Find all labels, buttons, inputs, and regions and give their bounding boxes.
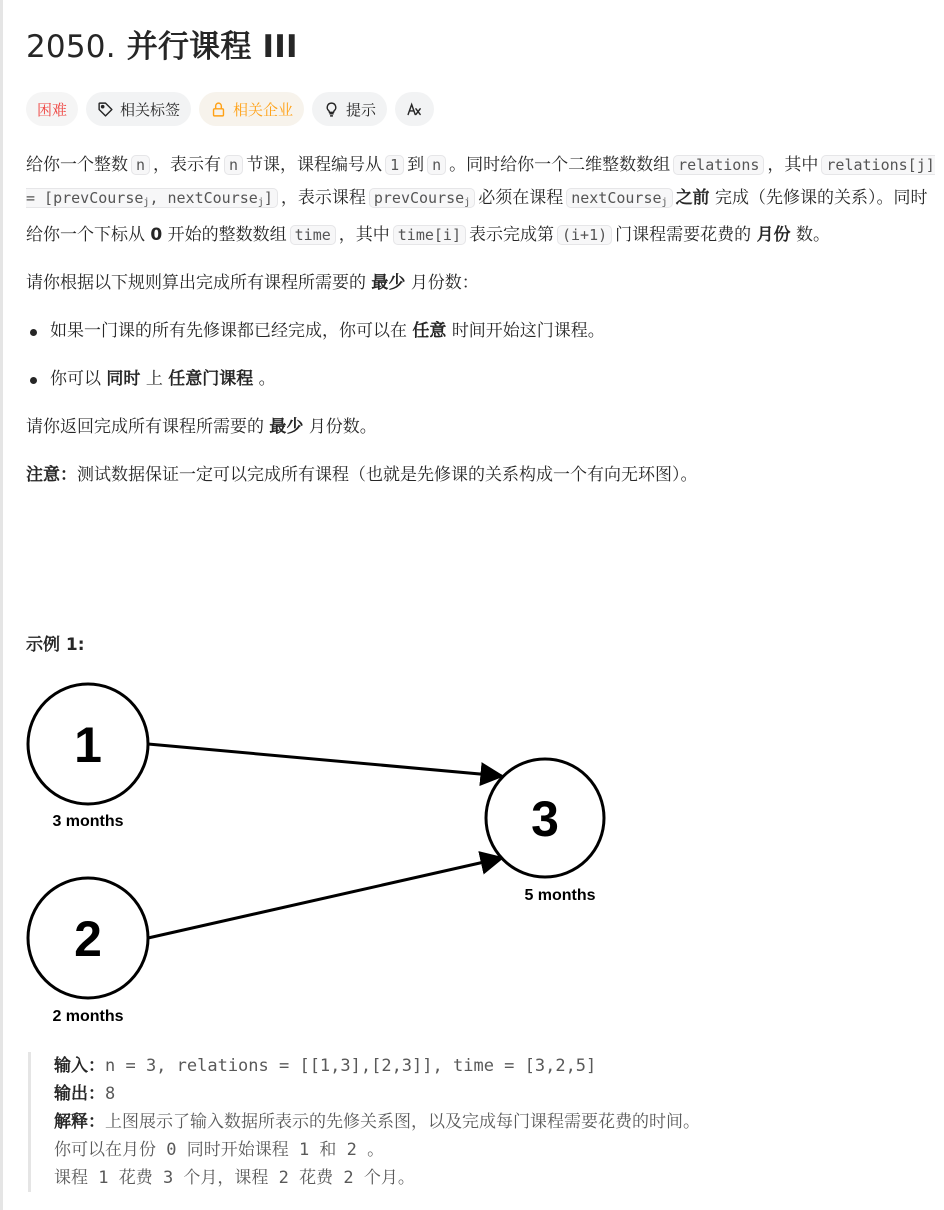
node-2 xyxy=(28,878,148,1025)
example-io-block xyxy=(28,1052,908,1192)
code-prev-course xyxy=(369,188,475,208)
example-output-line xyxy=(54,1080,908,1108)
bold-text: 任意 xyxy=(412,321,447,341)
hint-label: 提示 xyxy=(346,100,377,119)
note-paragraph xyxy=(26,459,938,492)
text: 表示完成第 xyxy=(469,225,554,245)
bold-text: 之前 xyxy=(675,188,710,208)
problem-number: 2050. xyxy=(26,29,116,65)
subscript: j xyxy=(464,197,471,208)
explain-text: 课程 1 花费 3 个月，课程 2 花费 2 个月。 xyxy=(54,1168,415,1188)
example-diagram xyxy=(20,676,620,1036)
note-text: 测试数据保证一定可以完成所有课程（也就是先修课的关系构成一个有向无环图）。 xyxy=(77,465,698,485)
code-text: prevCourse xyxy=(373,189,465,207)
node-3-id: 3 xyxy=(531,791,559,847)
bold-text: 同时 xyxy=(106,369,141,389)
node-1-label: 3 months xyxy=(52,813,124,830)
example-input-line xyxy=(54,1052,908,1080)
text: 。同时给你一个二维整数数组 xyxy=(449,155,671,175)
problem-content xyxy=(26,0,938,492)
text: 必须在课程 xyxy=(478,188,564,208)
translate-icon xyxy=(406,101,423,118)
explain-text: 你可以在月份 0 同时开始课程 1 和 2 。 xyxy=(54,1140,385,1160)
text: ，表示课程 xyxy=(280,188,366,208)
node-2-id: 2 xyxy=(74,911,102,967)
topics-tag-button[interactable] xyxy=(86,92,191,126)
text: 。 xyxy=(258,369,276,389)
code-n: n xyxy=(131,155,150,175)
node-3-label: 5 months xyxy=(524,887,596,904)
hint-button[interactable] xyxy=(312,92,387,126)
edge-2-3 xyxy=(148,858,502,938)
explain-text: 上图展示了输入数据所表示的先修关系图，以及完成每门课程需要花费的时间。 xyxy=(105,1112,700,1132)
text: 节课，课程编号从 xyxy=(246,155,383,175)
difficulty-badge xyxy=(26,92,78,126)
text: 请你根据以下规则算出完成所有课程所需要的 xyxy=(26,273,366,293)
spacer xyxy=(26,252,938,267)
node-1 xyxy=(28,684,148,830)
code-relations: relations xyxy=(673,155,764,175)
text: 月份数： xyxy=(410,273,479,293)
text: 请你返回完成所有课程所需要的 xyxy=(26,417,264,437)
list-item xyxy=(26,315,938,348)
bold-text: 任意门课程 xyxy=(168,369,254,389)
topics-label: 相关标签 xyxy=(120,100,181,119)
input-label: 输入： xyxy=(54,1056,105,1076)
code-n: n xyxy=(427,155,446,175)
text: ，其中 xyxy=(767,155,819,175)
subscript: j xyxy=(661,197,668,208)
translate-button[interactable] xyxy=(395,92,434,126)
code-text: ] xyxy=(263,189,273,207)
problem-title xyxy=(26,28,938,66)
lock-icon xyxy=(210,101,227,118)
companies-tag-button[interactable] xyxy=(199,92,304,126)
lightbulb-icon xyxy=(323,101,340,118)
edge-1-3 xyxy=(148,744,502,776)
tag-icon xyxy=(97,101,114,118)
spacer xyxy=(26,396,938,411)
node-3 xyxy=(486,759,604,904)
bold-text: 最少 xyxy=(269,417,304,437)
explain-label: 解释： xyxy=(54,1112,105,1132)
output-label: 输出： xyxy=(54,1084,105,1104)
spacer xyxy=(26,444,938,459)
text: 如果一门课的所有先修课都已经完成，你可以在 xyxy=(50,321,407,341)
text: 数。 xyxy=(795,225,830,245)
output-value: 8 xyxy=(105,1084,116,1104)
code-text: nextCourse xyxy=(571,189,662,207)
subscript: j xyxy=(143,197,150,208)
example-explain-line xyxy=(54,1108,908,1136)
code-text: , nextCourse xyxy=(149,189,258,207)
example-title: 示例 1: xyxy=(26,635,85,655)
companies-label: 相关企业 xyxy=(233,100,294,119)
difficulty-label: 困难 xyxy=(37,100,68,119)
text: 门课程需要花费的 xyxy=(615,225,752,245)
left-divider[interactable] xyxy=(0,0,3,1210)
problem-name: 并行课程 III xyxy=(126,29,298,65)
code-i-plus-1: (i+1) xyxy=(557,225,612,245)
text: 给你一个整数 xyxy=(26,155,128,175)
text: 上 xyxy=(145,369,163,389)
text: 你可以 xyxy=(50,369,101,389)
tag-bar xyxy=(26,91,938,127)
description-paragraph-3 xyxy=(26,411,938,444)
code-time-i: time[i] xyxy=(393,225,466,245)
text: 时间开始这门课程。 xyxy=(451,321,605,341)
code-time: time xyxy=(290,225,336,245)
subscript: j xyxy=(257,197,264,208)
text: 月份数。 xyxy=(308,417,377,437)
text: 到 xyxy=(407,155,425,175)
input-value: n = 3, relations = [[1,3],[2,3]], time = [3,2,5] xyxy=(105,1056,597,1076)
node-2-label: 2 months xyxy=(52,1008,124,1025)
text: 开始的整数数组 xyxy=(167,225,287,245)
text: 完成（先修课的关系）。同时给你一个下标从 xyxy=(26,188,928,245)
bold-text: 0 xyxy=(150,225,163,245)
rules-list xyxy=(26,315,938,396)
description-paragraph-1 xyxy=(26,149,938,252)
note-label: 注意： xyxy=(26,465,77,485)
bold-text: 最少 xyxy=(371,273,406,293)
list-item xyxy=(26,363,938,396)
bold-text: 月份 xyxy=(756,225,791,245)
text: ，其中 xyxy=(338,225,390,245)
code-text: relations[j] = [prevCourse xyxy=(26,156,935,207)
code-1: 1 xyxy=(385,155,404,175)
node-1-id: 1 xyxy=(74,717,102,773)
problem-description xyxy=(26,149,938,492)
code-n: n xyxy=(224,155,243,175)
spacer xyxy=(26,300,938,315)
code-next-course xyxy=(566,188,672,208)
description-paragraph-2 xyxy=(26,267,938,300)
text: ，表示有 xyxy=(153,155,222,175)
